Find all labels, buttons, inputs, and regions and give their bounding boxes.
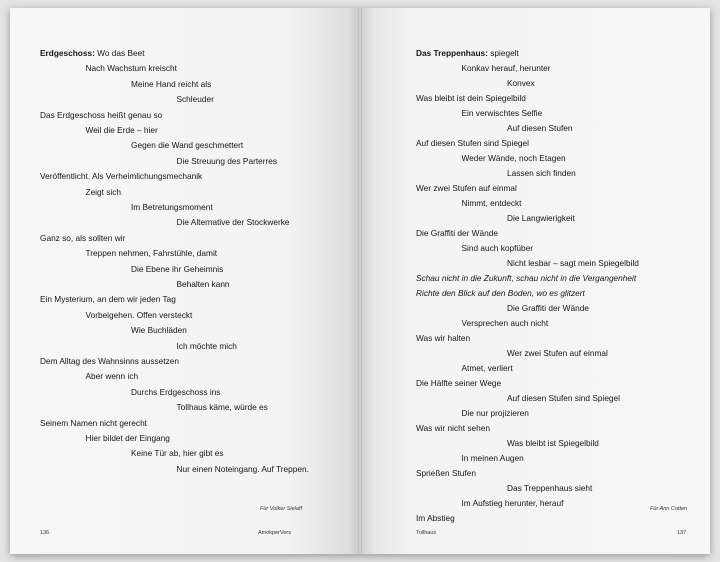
poem-line-text: Wo das Beet [94, 48, 145, 58]
left-page-number: 136 [40, 530, 50, 536]
poem-line: Auf diesen Stufen sind Spiegel [416, 138, 530, 148]
poem-line: Was bleibt ist Spiegelbild [507, 438, 599, 448]
poem-line: Nicht lesbar – sagt mein Spiegelbild [507, 258, 639, 268]
poem-line: Die Alternative der Stockwerke [176, 217, 290, 228]
poem-line: Das Erdgeschoss heißt genau so [40, 109, 163, 120]
poem-line: Veröffentlicht. Als Verheimlichungsmechanik [40, 171, 203, 182]
poem-line: Konvex [507, 78, 535, 88]
poem-line: Treppen nehmen, Fahrstühle, damit [85, 248, 218, 259]
poem-line: Ein verwischtes Selfie [461, 108, 543, 118]
poem-line: Die Streuung des Parterres [176, 155, 278, 166]
poem-line: Nimmt, entdeckt [461, 198, 522, 208]
left-dedication: Für Volker Sielaff [260, 506, 302, 512]
poem-line: Wer zwei Stufen auf einmal [507, 348, 608, 358]
poem-line: Schau nicht in die Zukunft, schau nicht in die Vergangenheit [416, 273, 637, 283]
poem-line: Lassen sich finden [507, 168, 576, 178]
poem-line: Die nur projizieren [461, 408, 529, 418]
poem-line: Was bleibt ist dein Spiegelbild [416, 93, 526, 103]
poem-line: Im Aufstieg herunter, herauf [461, 498, 564, 508]
poem-title: Das Treppenhaus: [416, 48, 488, 58]
poem-line: Konkav herauf, herunter [461, 63, 551, 73]
left-page [10, 8, 360, 554]
poem-line: Ganz so, als sollten wir [40, 232, 126, 243]
poem-line: Die Langwierigkeit [507, 213, 575, 223]
poem-line: Aber wenn ich [85, 371, 139, 382]
poem-line: Wer zwei Stufen auf einmal [416, 183, 517, 193]
right-page-number: 137 [677, 530, 687, 536]
poem-line: Die Graffiti der Wände [416, 228, 498, 238]
poem-line: Die Hälfte seiner Wege [416, 378, 502, 388]
poem-line: Weil die Erde – hier [85, 125, 158, 135]
poem-line: Vorbeigehen. Offen versteckt [85, 309, 193, 320]
poem-line: Weder Wände, noch Etagen [461, 153, 566, 163]
poem-line: Zeigt sich [85, 186, 122, 197]
poem-line: Durchs Erdgeschoss ins [131, 386, 221, 397]
poem-line: Nach Wachstum kreischt [85, 63, 177, 74]
poem-line [416, 48, 519, 58]
poem-line: Tollhaus käme, würde es [176, 402, 268, 413]
poem-title: Erdgeschoss: [40, 48, 95, 58]
poem-line: Wie Buchläden [131, 325, 187, 336]
open-book [10, 8, 710, 554]
poem-line: Im Abstieg [416, 513, 455, 523]
poem-line: Auf diesen Stufen [507, 123, 573, 133]
poem-line: Nur einen Noteingang. Auf Treppen. [176, 463, 309, 474]
poem-line: Hier bildet der Eingang [85, 433, 170, 443]
right-page [360, 8, 710, 554]
left-running-title: AmokperVers [258, 530, 292, 536]
poem-line: Sprießen Stufen [416, 468, 476, 478]
poem-line: Richte den Blick auf den Boden, wo es glitzert [416, 288, 585, 298]
poem-line: Was wir nicht sehen [416, 423, 490, 433]
poem-line: Behalten kann [176, 279, 230, 289]
poem-line: Dem Alltag des Wahnsinns aussetzen [40, 356, 179, 366]
poem-line: Sind auch kopfüber [461, 243, 533, 253]
poem-line: Ich möchte mich [176, 340, 237, 351]
poem-line: Ein Mysterium, an dem wir jeden Tag [40, 294, 176, 305]
poem-line: Auf diesen Stufen sind Spiegel [507, 393, 621, 403]
poem-line: Seinem Namen nicht gerecht [40, 417, 147, 428]
poem-line: Im Betretungsmoment [131, 202, 213, 212]
poem-line: Die Graffiti der Wände [507, 303, 589, 313]
poem-line: Das Treppenhaus sieht [507, 483, 593, 493]
poem-line: Gegen die Wand geschmettert [131, 140, 244, 151]
poem-line [40, 48, 145, 58]
right-dedication: Für Ann Cotten [650, 506, 688, 512]
poem-line: Die Ebene ihr Geheimnis [131, 263, 224, 274]
poem-line: Versprechen auch nicht [461, 318, 549, 328]
poem-line: Schleuder [176, 94, 214, 105]
poem-line: Meine Hand reicht als [131, 78, 212, 89]
poem-line: In meinen Augen [461, 453, 524, 463]
right-running-title: Tollhaus [416, 530, 437, 536]
book-spine [358, 8, 362, 554]
poem-line: Atmet, verliert [461, 363, 513, 373]
poem-line: Was wir halten [416, 333, 471, 343]
poem-line-text: spiegelt [487, 48, 519, 58]
poem-line: Keine Tür ab, hier gibt es [131, 448, 224, 459]
